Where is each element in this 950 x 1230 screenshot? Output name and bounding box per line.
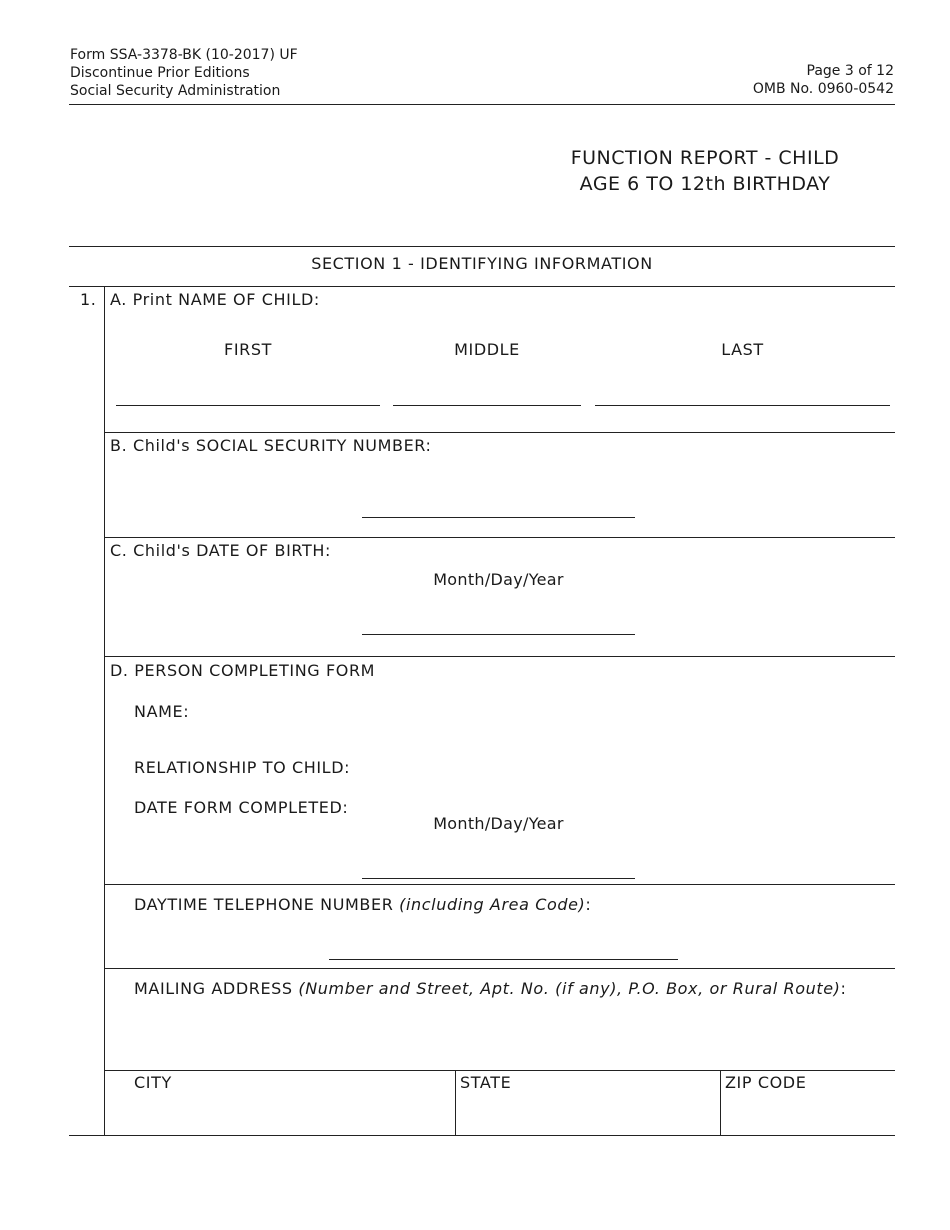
- person-completing-label: D. PERSON COMPLETING FORM: [110, 661, 376, 680]
- phone-colon: :: [585, 895, 592, 914]
- city-label: CITY: [134, 1073, 172, 1092]
- dob-label: C. Child's DATE OF BIRTH:: [110, 541, 331, 560]
- first-name-field[interactable]: [116, 405, 380, 406]
- section-bottom-rule: [69, 1135, 895, 1136]
- row-divider-b: [104, 537, 895, 538]
- state-zip-divider: [720, 1070, 721, 1135]
- section-top-rule: [69, 246, 895, 247]
- omb-number: OMB No. 0960-0542: [752, 81, 894, 97]
- date-completed-field[interactable]: [362, 878, 635, 879]
- date-completed-label: DATE FORM COMPLETED:: [134, 798, 349, 817]
- agency-name: Social Security Administration: [70, 83, 281, 99]
- header-divider: [69, 104, 895, 105]
- item-number-column-rule: [104, 286, 105, 1135]
- form-title-line2: AGE 6 TO 12th BIRTHDAY: [579, 173, 831, 195]
- zip-label: ZIP CODE: [725, 1073, 807, 1092]
- row-divider-a: [104, 432, 895, 433]
- state-label: STATE: [460, 1073, 512, 1092]
- ssn-field[interactable]: [362, 517, 635, 518]
- address-colon: :: [840, 979, 847, 998]
- first-name-caption: FIRST: [224, 340, 272, 359]
- ssn-label: B. Child's SOCIAL SECURITY NUMBER:: [110, 436, 432, 455]
- child-name-label: A. Print NAME OF CHILD:: [110, 290, 320, 309]
- phone-label-line: [134, 895, 591, 914]
- row-divider-address: [104, 1070, 895, 1071]
- row-divider-c: [104, 656, 895, 657]
- dob-field[interactable]: [362, 634, 635, 635]
- last-name-caption: LAST: [721, 340, 764, 359]
- relationship-label: RELATIONSHIP TO CHILD:: [134, 758, 351, 777]
- row-divider-phone: [104, 968, 895, 969]
- discontinue-note: Discontinue Prior Editions: [70, 65, 250, 81]
- middle-name-caption: MIDDLE: [454, 340, 520, 359]
- phone-hint: (including Area Code): [399, 895, 586, 914]
- date-completed-format-hint: Month/Day/Year: [433, 814, 564, 833]
- dob-format-hint: Month/Day/Year: [433, 570, 564, 589]
- phone-field[interactable]: [329, 959, 678, 960]
- city-state-divider: [455, 1070, 456, 1135]
- section-heading: SECTION 1 - IDENTIFYING INFORMATION: [311, 254, 653, 273]
- middle-name-field[interactable]: [393, 405, 581, 406]
- form-title-line1: FUNCTION REPORT - CHILD: [570, 147, 840, 169]
- form-number: Form SSA-3378-BK (10-2017) UF: [70, 47, 298, 63]
- address-label-line: [134, 979, 847, 998]
- item-number: 1.: [80, 290, 97, 309]
- address-hint: (Number and Street, Apt. No. (if any), P.O. Box, or Rural Route): [298, 979, 841, 998]
- row-divider-d: [104, 884, 895, 885]
- phone-label: DAYTIME TELEPHONE NUMBER: [134, 895, 394, 914]
- last-name-field[interactable]: [595, 405, 890, 406]
- address-label: MAILING ADDRESS: [134, 979, 293, 998]
- page-number: Page 3 of 12: [806, 63, 894, 79]
- completer-name-label: NAME:: [134, 702, 190, 721]
- section-heading-rule: [69, 286, 895, 287]
